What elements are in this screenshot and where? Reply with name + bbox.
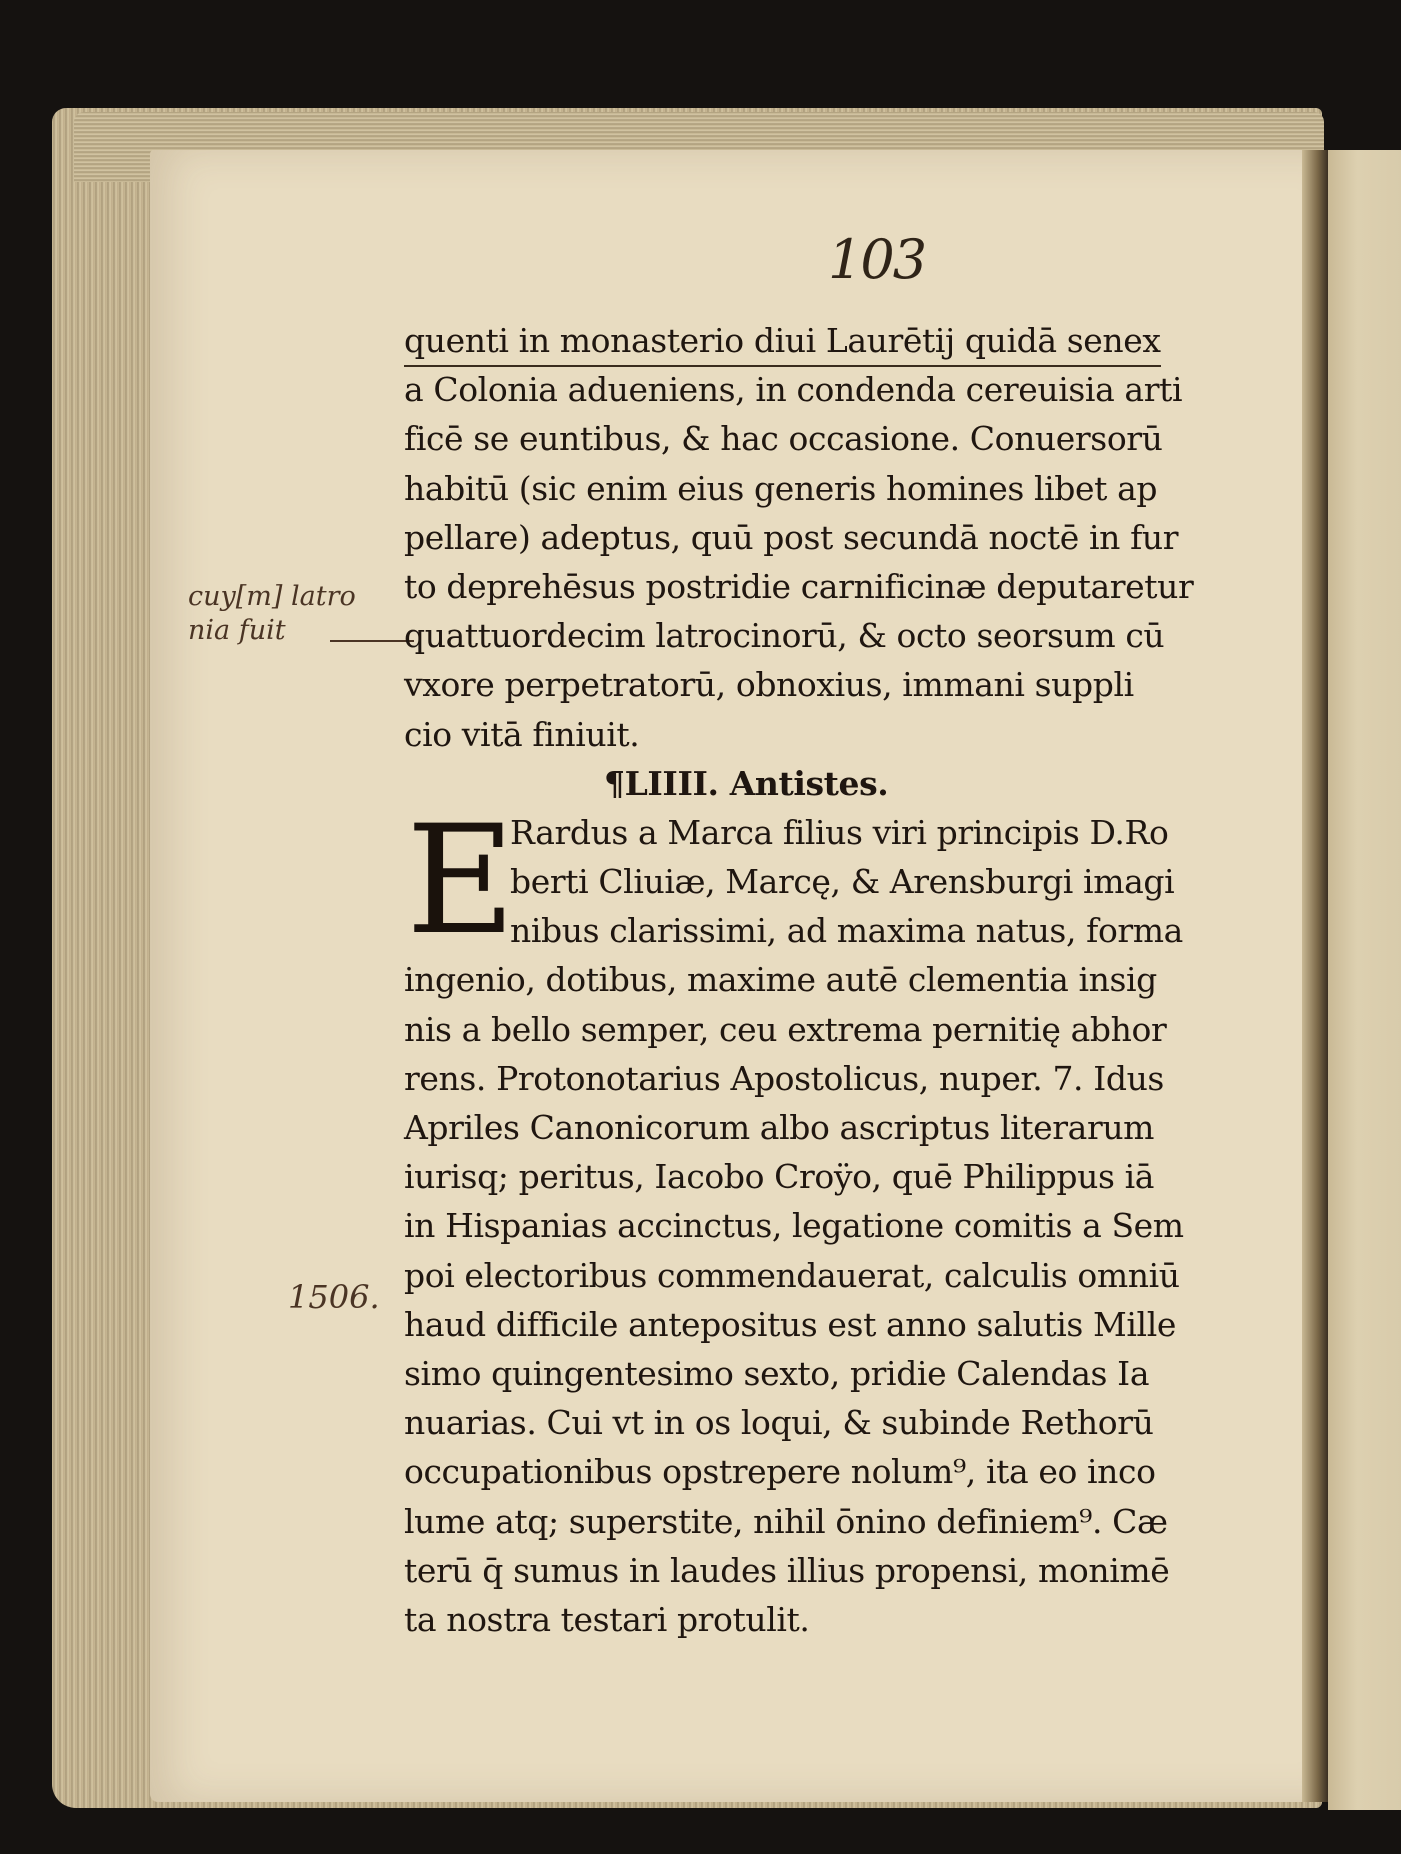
text-line: Rardus a Marca filius viri principis D.Ro [510,812,1169,852]
text-line: in Hispanias accinctus, legatione comitis a Sem [404,1206,1184,1246]
marginal-note-year: 1506. [288,1278,380,1316]
dropcap-paragraph [404,793,1246,968]
text-line: Apriles Canonicorum albo ascriptus literarum [404,1108,1155,1147]
text-line: pellare) adeptus, quū post secundā noctē in fur [404,517,1179,557]
text-line: to deprehēsus postridie carnificinæ deputaretur [404,566,1194,606]
text-line: iurisq; peritus, Iacobo Croÿo, quē Philippus iā [404,1157,1155,1197]
marginal-pointer-line [330,640,414,642]
body-text [404,316,1246,1644]
text-line: poi electoribus commendauerat, calculis omniū [404,1255,1180,1295]
text-line: quattuordecim latrocinorū, & octo seorsum cū [404,616,1165,656]
text-line: terū q̄ sumus in laudes illius propensi, monimē [404,1550,1170,1590]
section-heading: ¶LIIII. Antistes. [604,763,889,803]
book-gutter [1302,150,1328,1802]
dropcap-letter: E [406,793,516,968]
text-line: nis a bello semper, ceu extrema pernitię abhor [404,1009,1167,1049]
text-line: lume atq; superstite, nihil ōnino definiem⁹. Cæ [404,1501,1168,1541]
text-line [404,316,1246,365]
text-line: a Colonia adueniens, in condenda cereuisia arti [404,370,1183,410]
text-line: nibus clarissimi, ad maxima natus, forma [510,911,1183,951]
facing-page [1328,150,1401,1810]
text-line: simo quingentesimo sexto, pridie Calendas Ia [404,1353,1150,1393]
text-line: berti Cliuiæ, Marcę, & Arensburgi imagi [510,862,1175,902]
folio-number: 103 [828,228,926,291]
marginal-note-line: cuy[m] latro [188,581,356,612]
text-line: cio vitā finiuit. [404,714,640,754]
text-line: ficē se euntibus, & hac occasione. Conuersorū [404,419,1163,459]
text-line: ingenio, dotibus, maxime autē clementia insig [404,960,1157,1000]
text-line: haud difficile antepositus est anno salutis Mille [404,1304,1176,1344]
marginal-note-line: nia fuit [188,615,286,646]
text-line: nuarias. Cui vt in os loqui, & subinde Rethorū [404,1403,1154,1443]
text-line: habitū (sic enim eius generis homines libet ap [404,468,1158,508]
text-line: occupationibus opstrepere nolum⁹, ita eo inco [404,1452,1156,1492]
marginal-note-latro [188,580,356,648]
text-line-underlined: quenti in monasterio diui Laurētij quidā senex [404,316,1161,367]
text-line: vxore perpetratorū, obnoxius, immani suppli [404,665,1134,705]
text-line: ta nostra testari protulit. [404,1599,810,1639]
text-line: rens. Protonotarius Apostolicus, nuper. 7. Idus [404,1058,1164,1098]
